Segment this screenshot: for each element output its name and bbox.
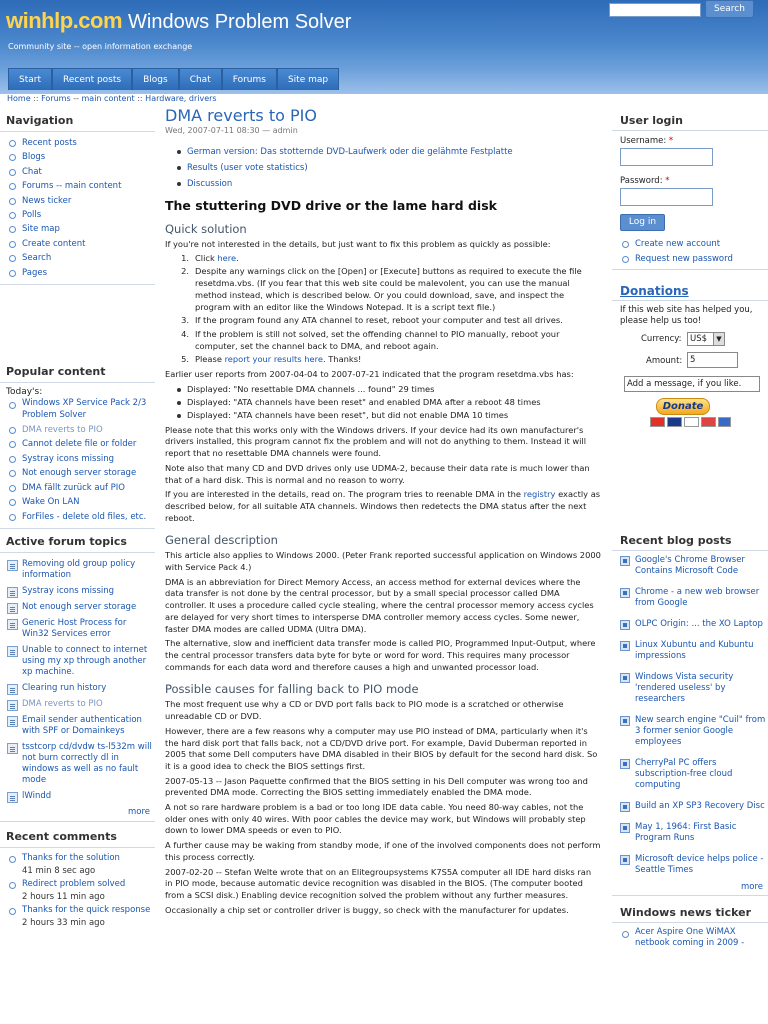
- tab-start[interactable]: Start: [8, 68, 52, 90]
- tab-blogs[interactable]: Blogs: [132, 68, 179, 90]
- site-slogan: Community site -- open information exchange: [8, 42, 193, 51]
- divider: [0, 847, 155, 848]
- german-version-link[interactable]: German version: Das stotternde DVD-Laufwerk oder die gelähmte Festplatte: [177, 144, 601, 160]
- quick-solution-steps: [177, 253, 601, 366]
- report-item: Displayed: "No resettable DMA channels ... found" 29 times: [177, 383, 601, 396]
- step-number: 5.: [181, 354, 189, 365]
- paragraph: Earlier user reports from 2007-04-04 to 2007-07-21 indicated that the program resetdma.vbs has:: [165, 369, 574, 380]
- navigation-menu: [0, 136, 155, 280]
- password-input[interactable]: [620, 188, 713, 206]
- discussion-link[interactable]: Discussion: [177, 176, 601, 192]
- paragraph: [165, 489, 601, 524]
- news-ticker-title: Windows news ticker: [620, 906, 751, 919]
- step-text: Please: [195, 354, 225, 365]
- amount-row: [612, 352, 768, 370]
- user-report-list: [177, 383, 601, 422]
- comment-time: 2 hours 33 min ago: [22, 917, 105, 928]
- step-text: . Thanks!: [322, 354, 362, 365]
- nav-item-blogs[interactable]: Blogs: [0, 150, 155, 164]
- step-number: 1.: [181, 252, 189, 263]
- currency-row: [612, 332, 768, 348]
- forum-topic-label[interactable]: Email sender authentication with SPF or Domainkeys: [22, 714, 142, 736]
- paragraph: A not so rare hardware problem is a bad or too long IDE data cable. You need 80-way cables, not the older ones with only 40 wires. With poor cables the device may work, but Windows will probably step down to lower DMA speeds or even to PIO.: [165, 802, 586, 836]
- blog-post-title[interactable]: New search engine "Cuil" from 3 former senior Google employees: [635, 715, 766, 747]
- blog-more-link[interactable]: more: [740, 882, 763, 892]
- step-item: [177, 315, 601, 327]
- currency-select[interactable]: [687, 332, 725, 346]
- general-description-heading: General description: [165, 533, 278, 548]
- comment-title[interactable]: Thanks for the quick response: [22, 904, 151, 915]
- donations-text: If this web site has helped you, please help us too!: [620, 305, 753, 326]
- blog-post[interactable]: [612, 672, 768, 705]
- comment-title[interactable]: Redirect problem solved: [22, 878, 126, 889]
- popular-content-list: [0, 398, 155, 524]
- report-item: Displayed: "ATA channels have been reset", but did not enable DMA 10 times: [177, 409, 601, 422]
- comment-time: 41 min 8 sec ago: [22, 865, 96, 876]
- currency-label: Currency:: [641, 334, 682, 344]
- breadcrumb-separator: ::: [33, 94, 39, 103]
- forum-topic[interactable]: [0, 645, 155, 678]
- tab-site-map[interactable]: Site map: [277, 68, 339, 90]
- popular-item[interactable]: Windows XP Service Pack 2/3 Problem Solver: [0, 398, 155, 421]
- forum-topic-icon: [7, 792, 18, 803]
- nav-item-search[interactable]: Search: [0, 251, 155, 265]
- divider: [612, 130, 768, 131]
- blog-post-title[interactable]: May 1, 1964: First Basic Program Runs: [635, 822, 737, 843]
- divider: [612, 895, 768, 896]
- paragraph: DMA is an abbreviation for Direct Memory Access, an access method for external devices where the data transfer is not done by the central processor, but by a small special processor called DMA controller. It uses a procedure called cycle stealing, where the central processor memory access cycles are delayed for very short times to intersperse DMA controller memory access cycles. Some newer, faster DMA modes are called UDMA (Ultra DMA).: [165, 576, 594, 634]
- nav-item-forums[interactable]: Forums -- main content: [0, 179, 155, 193]
- forum-topic-icon: [7, 646, 18, 657]
- blog-post-list: [612, 555, 768, 876]
- blog-post-title[interactable]: Google's Chrome Browser Contains Microsoft Code: [635, 555, 745, 576]
- breadcrumb: [7, 94, 217, 103]
- navigation-title: Navigation: [6, 114, 74, 127]
- nav-item-recent-posts[interactable]: Recent posts: [0, 136, 155, 150]
- tab-chat[interactable]: Chat: [179, 68, 222, 90]
- blog-post[interactable]: [612, 619, 768, 630]
- comment-item[interactable]: [0, 852, 155, 878]
- step-item: [177, 329, 601, 352]
- search-input[interactable]: [609, 3, 701, 17]
- blog-post[interactable]: [612, 640, 768, 662]
- username-label: [612, 136, 768, 146]
- nav-item-pages[interactable]: Pages: [0, 266, 155, 280]
- forum-topic-label[interactable]: lWindd: [22, 790, 52, 801]
- registry-link[interactable]: registry: [523, 489, 556, 500]
- step-number: 3.: [181, 315, 189, 326]
- primary-tabs: [8, 68, 339, 90]
- forum-topic-icon: [7, 716, 18, 727]
- forum-topic[interactable]: [0, 742, 155, 786]
- divider: [612, 550, 768, 551]
- right-sidebar: [612, 106, 768, 949]
- tab-forums[interactable]: Forums: [222, 68, 277, 90]
- paragraph: If you're not interested in the details, but just want to fix this problem as quickly as possible:: [165, 239, 551, 249]
- divider: [0, 382, 155, 383]
- divider: [0, 284, 155, 285]
- click-here-link[interactable]: here: [217, 252, 237, 263]
- payment-cards: [650, 417, 768, 429]
- username-label-text: Username:: [620, 136, 667, 146]
- divider: [0, 821, 155, 822]
- blog-post-icon: [620, 673, 630, 683]
- nav-item-polls[interactable]: Polls: [0, 208, 155, 222]
- report-results-link[interactable]: report your results here: [224, 354, 323, 365]
- blog-post-icon: [620, 855, 630, 865]
- login-links: [612, 237, 768, 266]
- user-login-title: User login: [620, 114, 683, 127]
- blog-post[interactable]: [612, 801, 768, 812]
- divider: [0, 552, 155, 553]
- popular-item[interactable]: Cannot delete file or folder: [0, 437, 155, 451]
- step-text: If the program found any ATA channel to reset, reboot your computer and test all drives.: [195, 315, 563, 326]
- password-label: [612, 176, 768, 186]
- blog-post-title[interactable]: Windows Vista security 'rendered useless' by researchers: [635, 672, 734, 704]
- paragraph-text: If you are interested in the details, read on. The program tries to reenable DMA in the: [165, 489, 524, 500]
- forum-topic-label[interactable]: Not enough server storage: [22, 601, 137, 612]
- forum-more-link[interactable]: more: [127, 806, 150, 817]
- login-button[interactable]: Log in: [620, 214, 665, 231]
- nav-item-create-content[interactable]: Create content: [0, 237, 155, 251]
- forum-topic-label[interactable]: Systray icons missing: [22, 585, 115, 596]
- breadcrumb-separator: ::: [137, 94, 143, 103]
- blog-post[interactable]: [612, 822, 768, 844]
- blog-post[interactable]: [612, 715, 768, 748]
- blog-post-icon: [620, 588, 630, 598]
- blog-post-icon: [620, 823, 630, 833]
- paragraph: The most frequent use why a CD or DVD port falls back to PIO mode is a scratched or otherwise unreadable CD or DVD.: [165, 699, 564, 722]
- blog-post-title[interactable]: Chrome - a new web browser from Google: [635, 587, 760, 608]
- popular-item[interactable]: Wake On LAN: [0, 495, 155, 509]
- recent-comments-title: Recent comments: [6, 829, 117, 843]
- logo-text[interactable]: winhlp.com: [6, 8, 122, 33]
- blog-post-title[interactable]: CherryPal PC offers subscription-free cloud computing: [635, 758, 733, 790]
- paragraph: A further cause may be waking from standby mode, if one of the involved components does not perform this process correctly.: [165, 840, 601, 862]
- blog-post-icon: [620, 759, 630, 769]
- page-title: DMA reverts to PIO: [165, 106, 317, 125]
- paragraph: Please note that this works only with the Windows drivers. If your device had its own manufacturer's drivers installed, this program cannot fix the problem and will not do anything to them. Instead it will report that no resettable DMA channels were found.: [165, 424, 587, 459]
- step-item: [177, 266, 601, 313]
- divider: [612, 269, 768, 270]
- amount-input[interactable]: 5: [687, 352, 738, 368]
- breadcrumb-hardware[interactable]: Hardware, drivers: [145, 94, 217, 103]
- nav-item-chat[interactable]: Chat: [0, 165, 155, 179]
- divider: [612, 922, 768, 923]
- divider: [0, 528, 155, 529]
- breadcrumb-home[interactable]: Home: [7, 94, 31, 103]
- forum-topic[interactable]: [0, 715, 155, 737]
- required-mark: *: [668, 136, 674, 146]
- amount-label: Amount:: [646, 356, 683, 366]
- blog-post-title[interactable]: OLPC Origin: ... the XO Laptop: [635, 619, 763, 629]
- step-number: 4.: [181, 328, 189, 339]
- paragraph: This article also applies to Windows 2000. (Peter Frank reported successful application on Windows 2000 with Service Pack 4.): [165, 550, 601, 573]
- mastercard-icon: [650, 417, 665, 427]
- forum-topic-icon: [7, 684, 18, 695]
- step-text: Click: [195, 252, 218, 263]
- forum-topic-icon: [7, 619, 18, 630]
- popular-item[interactable]: Not enough server storage: [0, 466, 155, 480]
- paragraph-text: exactly as described below, for all suitable ATA channels. Windows then redetects the DMA status after the next reboot.: [165, 489, 601, 523]
- password-label-text: Password:: [620, 176, 663, 186]
- left-sidebar: [0, 106, 155, 930]
- results-link[interactable]: Results (user vote statistics): [177, 160, 601, 176]
- donate-button[interactable]: Donate: [656, 398, 710, 415]
- blog-post-icon: [620, 802, 630, 812]
- blog-post[interactable]: [612, 758, 768, 791]
- forum-topic-label[interactable]: Generic Host Process for Win32 Services error: [22, 617, 127, 639]
- paragraph: However, there are a few reasons why a computer may use PIO instead of DMA, particularly when it's the hard disk port that falls back, not a CD/DVD drive port. For example, David Duberman reported in 2005 that some Dell computers have DMA disabled in their BIOS by default for the second hard disk. So it is a good idea to check the BIOS settings first.: [165, 725, 598, 771]
- possible-causes-heading: Possible causes for falling back to PIO mode: [165, 682, 419, 697]
- comment-item[interactable]: [0, 904, 155, 930]
- blog-post[interactable]: [612, 587, 768, 609]
- popular-item[interactable]: DMA fällt zurück auf PIO: [0, 481, 155, 495]
- comment-item[interactable]: [0, 878, 155, 904]
- quick-solution-heading: Quick solution: [165, 222, 247, 236]
- chevron-down-icon[interactable]: ▼: [713, 333, 724, 345]
- paragraph: Note also that many CD and DVD drives only use UDMA-2, because their data rate is much lower than that of a hard disk. This is normal and no reason to worry.: [165, 462, 590, 485]
- step-item: [177, 253, 601, 265]
- divider: [612, 300, 768, 301]
- popular-item[interactable]: Systray icons missing: [0, 452, 155, 466]
- forum-topic[interactable]: [0, 699, 155, 710]
- forum-topic-label[interactable]: Clearing run history: [22, 682, 107, 693]
- comment-time: 2 hours 11 min ago: [22, 891, 105, 902]
- site-name[interactable]: Windows Problem Solver: [128, 11, 352, 33]
- forum-topic[interactable]: [0, 602, 155, 613]
- forum-topic-icon: [7, 587, 18, 598]
- step-text: Despite any warnings click on the [Open] or [Execute] buttons as required to execute the file resetdma.vbs. (If you fear that this web site could be malevolent, you can use the manual method instead, which is described below. Or you could download, save, and inspect the program with an editor like the Windows Notepad. It is a script text file.): [195, 266, 582, 312]
- step-text: If the problem is still not solved, set the offending channel to PIO manually, reboot your computer, set the channel back to DMA, and reboot again.: [195, 328, 560, 351]
- recent-blog-posts-title: Recent blog posts: [620, 534, 732, 547]
- bank-icon: [701, 417, 716, 427]
- recent-comments-list: [0, 852, 155, 930]
- popular-item[interactable]: DMA reverts to PIO: [0, 423, 155, 437]
- nav-item-news-ticker[interactable]: News ticker: [0, 194, 155, 208]
- forum-topic[interactable]: [0, 791, 155, 802]
- card-icon: [718, 417, 731, 427]
- request-password-link[interactable]: Request new password: [612, 252, 768, 267]
- amex-icon: [684, 417, 699, 427]
- forum-topic-label[interactable]: tsstcorp cd/dvdw ts-l532m will not burn correctly dl in windows as well as no fault mode: [22, 741, 152, 785]
- currency-value: US$: [690, 334, 708, 344]
- donation-message-input[interactable]: Add a message, if you like.: [624, 376, 760, 392]
- search-button[interactable]: Search: [705, 0, 754, 18]
- visa-icon: [667, 417, 682, 427]
- report-item: Displayed: "ATA channels have been reset" and enabled DMA after a reboot 48 times: [177, 396, 601, 409]
- blog-post-title[interactable]: Build an XP SP3 Recovery Disc: [635, 801, 765, 811]
- nav-item-site-map[interactable]: Site map: [0, 222, 155, 236]
- main-content: [165, 106, 601, 916]
- paragraph: Occasionally a chip set or controller driver is buggy, so check with the manufacturer for updates.: [165, 904, 569, 915]
- breadcrumb-separator: --: [73, 94, 79, 103]
- forum-topic[interactable]: [0, 586, 155, 597]
- step-item: [177, 354, 601, 366]
- paragraph: The alternative, slow and inefficient data transfer mode is called PIO, Programmed Input-Output, where the central processor transfers data byte for byte or word for word. This requires many processor commands for each data word and therefore causes a high and unwanted processor load.: [165, 638, 596, 672]
- breadcrumb-forums[interactable]: Forums: [41, 94, 71, 103]
- paragraph: 2007-05-13 -- Jason Paquette confirmed that the BIOS setting in his Dell computer was wrong too and prevented DMA mode. Correcting the BIOS setting immediately enabled the DMA mode.: [165, 775, 588, 798]
- todays-label: Today's:: [6, 387, 43, 398]
- site-logo[interactable]: [6, 8, 351, 38]
- blog-post-title[interactable]: Microsoft device helps police - Seattle Times: [635, 854, 764, 875]
- donations-title[interactable]: Donations: [620, 284, 689, 298]
- forum-topic-label[interactable]: DMA reverts to PIO: [22, 698, 103, 709]
- step-text: .: [236, 252, 239, 263]
- submitted-info: Wed, 2007-07-11 08:30 — admin: [165, 126, 298, 135]
- blog-post-icon: [620, 556, 630, 566]
- news-ticker-list: [612, 927, 768, 949]
- article-links: [177, 144, 601, 192]
- blog-post-icon: [620, 620, 630, 630]
- blog-post-icon: [620, 641, 630, 651]
- blog-post-title[interactable]: Linux Xubuntu and Kubuntu impressions: [635, 640, 754, 661]
- blog-post-icon: [620, 716, 630, 726]
- divider: [0, 131, 155, 132]
- username-input[interactable]: [620, 148, 713, 166]
- required-mark: *: [665, 176, 670, 186]
- paragraph: 2007-02-20 -- Stefan Welte wrote that on an Elitegroupsystems K7S5A computer all IDE hard disks ran in PIO mode, because automatic device recognition was disabled in the BIOS. (The computer booted from a SCSI disk.) Enabling device recognition solved the problem without any further measures.: [165, 866, 592, 900]
- site-header: [0, 0, 768, 94]
- forum-topic-icon: [7, 743, 18, 754]
- popular-content-title: Popular content: [6, 365, 106, 379]
- news-item[interactable]: Acer Aspire One WiMAX netbook coming in 2009 -: [612, 927, 768, 949]
- article-subtitle: The stuttering DVD drive or the lame hard disk: [165, 198, 497, 213]
- forum-topic-label[interactable]: Removing old group policy information: [22, 558, 136, 580]
- forum-topic-icon: [7, 603, 18, 614]
- breadcrumb-main-content[interactable]: main content: [81, 94, 135, 103]
- forum-topic[interactable]: [0, 683, 155, 694]
- forum-topic-icon: [7, 560, 18, 571]
- forum-topic-list: [0, 559, 155, 802]
- forum-topic[interactable]: [0, 559, 155, 581]
- create-account-link[interactable]: Create new account: [612, 237, 768, 252]
- blog-post[interactable]: [612, 555, 768, 577]
- comment-title[interactable]: Thanks for the solution: [22, 852, 120, 863]
- forum-topic-label[interactable]: Unable to connect to internet using my xp through another xp machine.: [22, 644, 148, 677]
- blog-post[interactable]: [612, 854, 768, 876]
- active-forum-topics-title: Active forum topics: [6, 534, 127, 548]
- forum-topic-icon: [7, 700, 18, 711]
- tab-recent-posts[interactable]: Recent posts: [52, 68, 132, 90]
- forum-topic[interactable]: [0, 618, 155, 640]
- step-number: 2.: [181, 266, 189, 277]
- popular-item[interactable]: ForFiles - delete old files, etc.: [0, 510, 155, 524]
